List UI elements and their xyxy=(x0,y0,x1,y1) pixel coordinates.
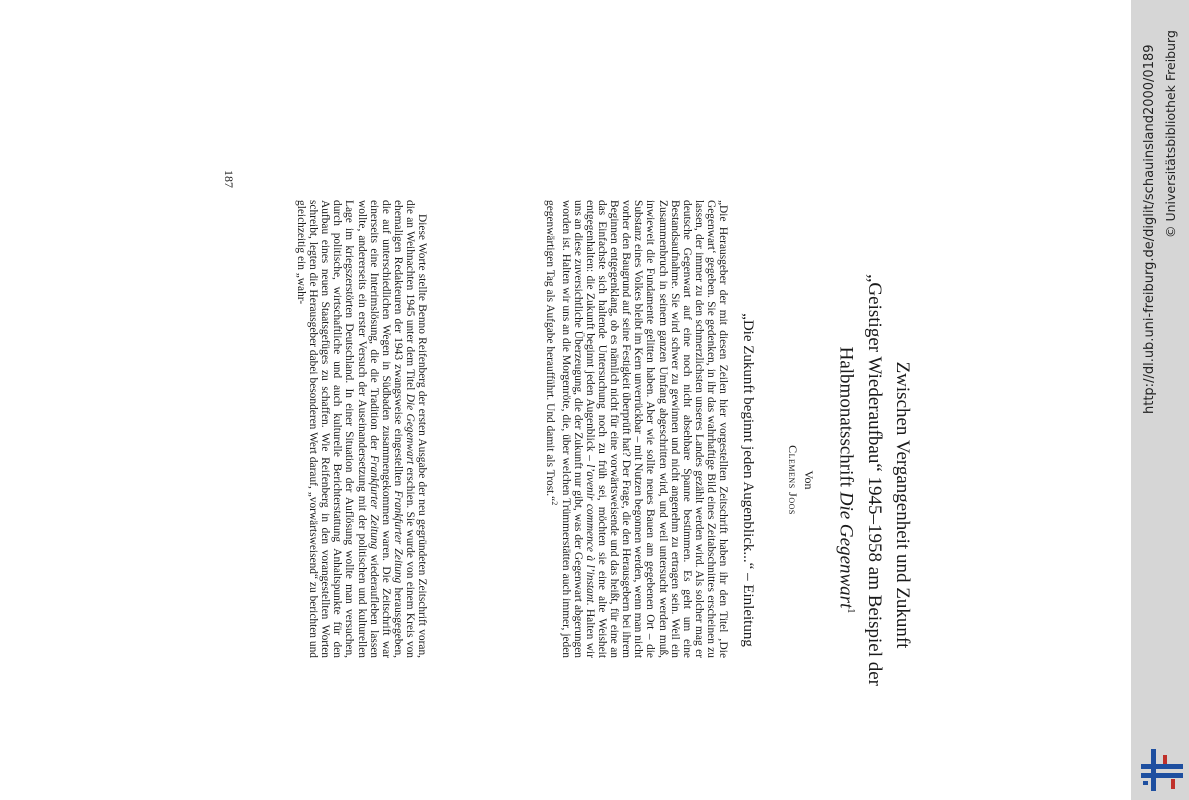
title-footnote: 1 xyxy=(845,608,856,614)
journal-title: Die Gegenwart xyxy=(835,491,857,609)
paragraph-2-italic-1: Die Gegenwart xyxy=(403,393,416,465)
rotated-page-content xyxy=(14,30,1131,800)
paragraph-2-italic-3: Frankfurter Zeitung xyxy=(367,455,380,550)
paragraph-1-text-b: . Halten wir uns an diese zuversichtliche Überzeugung, die der Zukunft nur gibt, was der Gegenwart abgerungen worden ist. Halten wir uns an die Morgenröte, die, über welchen Trümmerstätten auch immer, jeden gegenwärtigen Tag als Aufgabe heraufführt. Und damit als Trost.“ xyxy=(543,200,596,658)
paragraph-1-footnote: 2 xyxy=(549,501,559,506)
paragraph-1-text-a: „Die Herausgeber der mit diesen Zeilen hier vorgestellten Zeitschrift haben ihr den Titel ‚Die Gegenwart‘ gegeben. Sie gedenken, in ihr das wahrhaftige Bild eines Zeitabschnittes erscheinen zu lassen, der immer zu den schmerzlichsten unseres Landes gezählt werden wird. Als solcher mag er deutsche Gegenwart auf eine noch nicht absehbare Spanne bestimmen. Es geht um eine Bestandsaufnahme. Sie wird schwer zu gewinnen und nicht angenehm zu ertragen sein. Weil ein Zusammenbruch in seinem ganzen Umfang abgeschritten wird, und weil untersucht werden muß, inwieweit die Fundamente gelitten haben. Aber wie sollte neues Bauen am gegebenen Ort – die Substanz eines Volkes bleibt im Kern unverrückbar – mit Nutzen begonnen werden, wenn man nicht vorher den Baugrund auf seine Festigkeit überprüft hat? Der Frage, die den Herausgebern bei ihrem Beginnen entgegenklang, ob es nämlich nicht für eine vorwärtsweisende und das heißt, für eine an das Einfachste sich haltende Untersuchung noch zu früh sei, möchten sie eine alte Weisheit entgegenhalten: die Zukunft beginnt jeden Augenblick – xyxy=(583,200,729,658)
paragraph-2-text-a: Diese Worte stellte Benno Reifenberg der ersten Ausgabe der neu gegründeten Zeitschrift voran, die an Weihnachten 1945 unter dem Titel xyxy=(403,200,428,658)
paragraph-2-text-d: wiederaufleben lassen wollte, andererseits ein erster Versuch der Auseinandersetzung mit der politischen und kulturellen Lage im kriegszerstörten Deutschland. In einer Situation der Auflösung wollte man versuchen, durch politische, wirtschaftliche und auch kulturelle Berichterstattung Anhaltspunkte für den Aufbau eines neuen Staatsgefüges zu schaffen. Wie Reifenberg in den vorangestellten Worten schreibt, legten die Herausgeber dabei besonderen Wert darauf, „vorwärtsweisend“ zu berichten und gleichzeitig ein „wahr- xyxy=(295,200,380,658)
paragraph-2-italic-2: Frankfurter Zeitung xyxy=(391,490,404,584)
source-url-link[interactable]: http://dl.ub.uni-freiburg.de/diglit/schauinsland2000/0189 xyxy=(1142,44,1157,414)
title-line-3-text: Halbmonatsschrift xyxy=(835,346,857,492)
paragraph-2 xyxy=(238,200,428,658)
paragraph-1-italic: l’avenir commence à l’instant xyxy=(583,464,596,603)
title-line-2: „Geistiger Wiederaufbau“ 1945–1958 am Beispiel der xyxy=(864,274,885,686)
copyright-text: © Universitätsbibliothek Freiburg xyxy=(1163,30,1178,238)
sidebar xyxy=(1131,0,1189,800)
page-number: 187 xyxy=(222,170,236,188)
byline-von: Von xyxy=(802,470,816,490)
paragraph-2-text-b: erschien. Sie wurde von einem Kreis von ehemaligen Redakteuren der 1943 zwangsweise eingestellten xyxy=(391,200,416,658)
title-line-3 xyxy=(834,180,862,780)
paragraph-2-text-c: herausgegeben, die auf unterschiedlichen Wegen in Südbaden zusammengekommen waren. Die Zeitschrift war einerseits eine Interimslösung, die die Tradition der xyxy=(367,200,404,658)
section-heading: „Die Zukunft beginnt jeden Augenblick...“ – Einleitung xyxy=(740,313,756,647)
paragraph-1 xyxy=(429,200,729,658)
author-name: Clemens Joos xyxy=(786,445,800,515)
title-line-1: Zwischen Vergangenheit und Zukunft xyxy=(892,361,913,649)
ub-freiburg-logo-icon xyxy=(1141,749,1183,791)
